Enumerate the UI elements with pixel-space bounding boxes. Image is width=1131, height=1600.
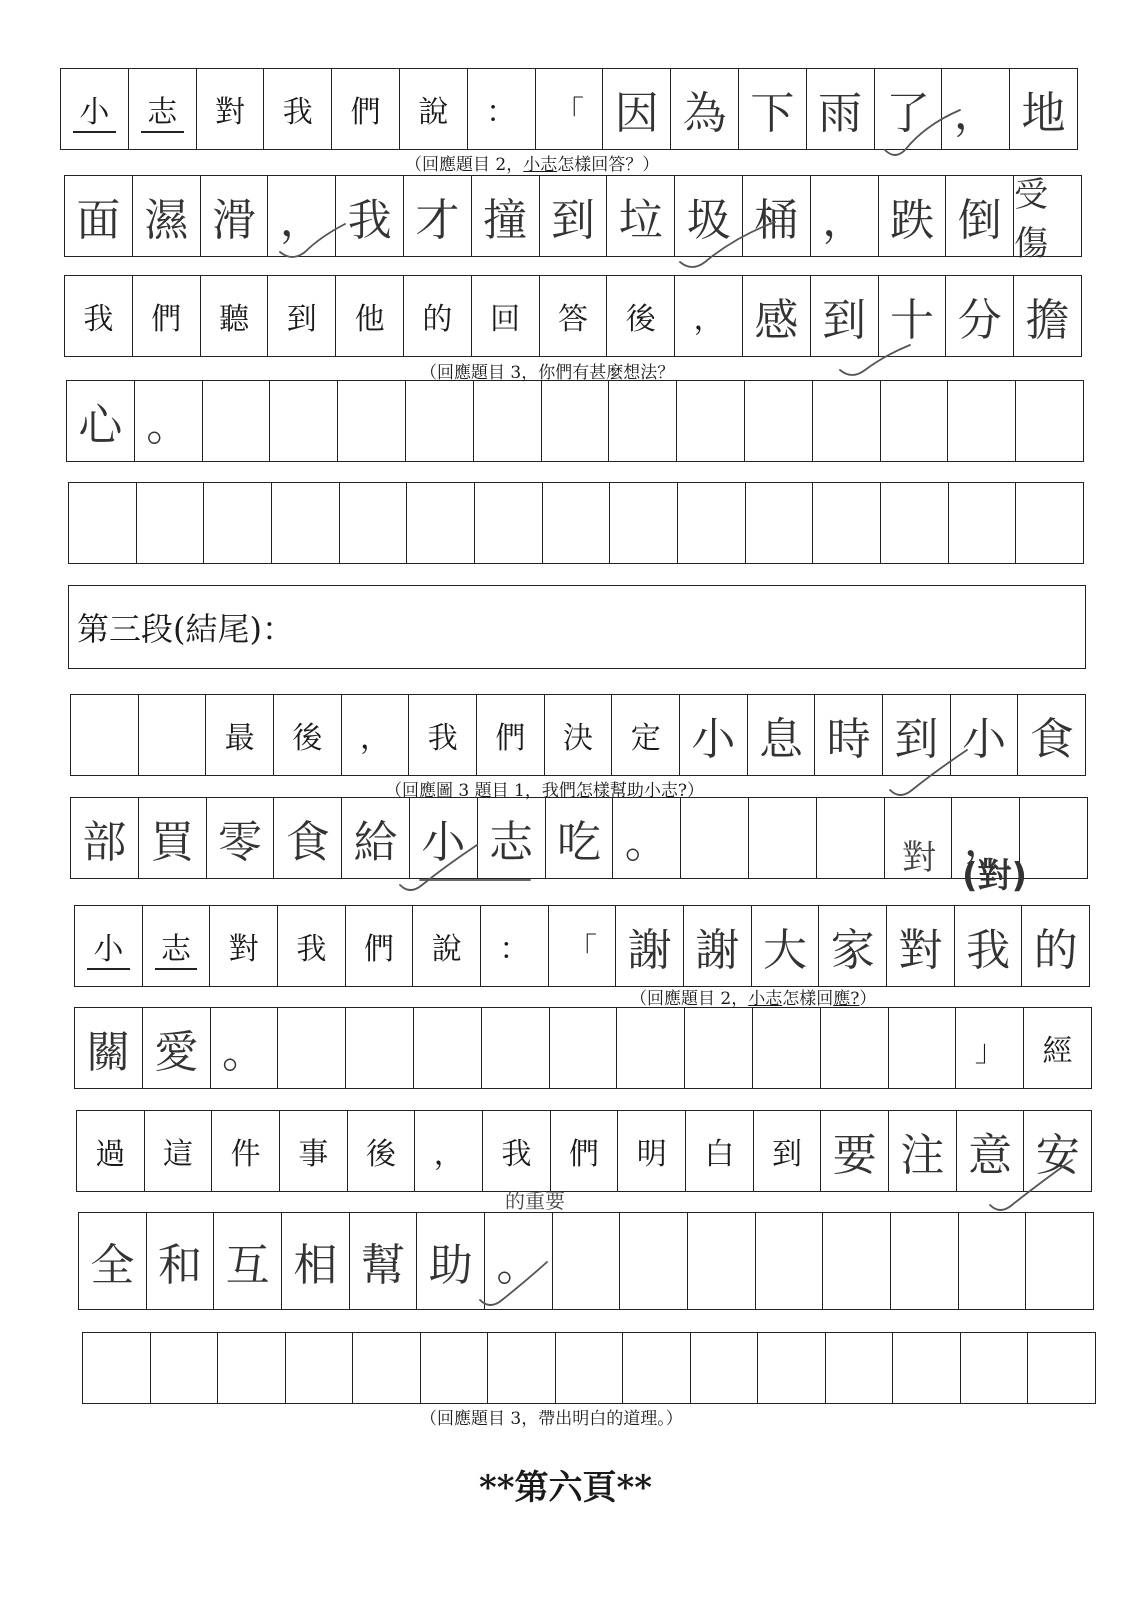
cell <box>889 1008 957 1088</box>
cell: ： <box>481 906 549 986</box>
handwritten-cell: 面 <box>65 176 133 256</box>
cell: 們 <box>346 906 414 986</box>
grid-row-3 <box>64 275 1082 357</box>
grid-row-1 <box>60 68 1078 150</box>
cell: 最 <box>206 695 274 775</box>
cell <box>881 381 949 461</box>
cell <box>553 1213 621 1309</box>
handwritten-cell: 感 <box>743 276 811 356</box>
cell: ： <box>468 69 536 149</box>
cell <box>685 1008 753 1088</box>
handwritten-cell: 愛 <box>143 1008 211 1088</box>
cell: 我 <box>264 69 332 149</box>
handwritten-cell: 雨 <box>807 69 875 149</box>
cell <box>1020 798 1087 878</box>
handwritten-cell: 。 <box>485 1213 553 1309</box>
cell: ， <box>415 1111 483 1191</box>
cell <box>617 1008 685 1088</box>
cell <box>69 483 137 563</box>
cell: 對 <box>197 69 265 149</box>
cell: 」 <box>956 1008 1024 1088</box>
cell: 過 <box>77 1111 145 1191</box>
handwritten-cell: 滑 <box>201 176 269 256</box>
cell <box>749 798 817 878</box>
handwritten-cell: 為 <box>671 69 739 149</box>
prompt-hint-4 <box>630 984 876 1009</box>
cell: 「 <box>536 69 604 149</box>
cell: 他 <box>336 276 404 356</box>
cell <box>421 1333 489 1403</box>
handwritten-cell: 。 <box>135 381 203 461</box>
cell: 到 <box>268 276 336 356</box>
cell: 們 <box>133 276 201 356</box>
cell <box>340 483 408 563</box>
cell: 白 <box>686 1111 754 1191</box>
cell: 件 <box>212 1111 280 1191</box>
cell <box>414 1008 482 1088</box>
handwritten-cell: 謝 <box>616 906 684 986</box>
cell: 事 <box>280 1111 348 1191</box>
cell: 們 <box>551 1111 619 1191</box>
handwritten-cell: 要 <box>821 1111 889 1191</box>
handwritten-cell: 撞 <box>472 176 540 256</box>
cell: 說 <box>413 906 481 986</box>
handwritten-cell: 跌 <box>879 176 947 256</box>
handwritten-cell: 吃 <box>546 798 614 878</box>
handwritten-cell: ， <box>268 176 336 256</box>
grid-row-6 <box>70 694 1086 776</box>
handwritten-cell: 家 <box>819 906 887 986</box>
cell <box>948 381 1016 461</box>
handwritten-cell: ， <box>811 176 879 256</box>
cell: 明 <box>618 1111 686 1191</box>
hint-underlined: 小志 <box>748 989 783 1009</box>
cell <box>542 381 610 461</box>
cell <box>813 483 881 563</box>
handwritten-cell: 食 <box>274 798 342 878</box>
handwritten-cell: 零 <box>207 798 275 878</box>
cell: 這 <box>145 1111 213 1191</box>
handwritten-cell: 助 <box>417 1213 485 1309</box>
handwritten-cell: 到 <box>883 695 951 775</box>
handwritten-cell: 分 <box>946 276 1014 356</box>
cell <box>270 381 338 461</box>
cell <box>475 483 543 563</box>
cell <box>817 798 885 878</box>
cell <box>474 381 542 461</box>
handwritten-cell: 濕 <box>133 176 201 256</box>
cell <box>1016 381 1083 461</box>
handwritten-cell: ， <box>942 69 1010 149</box>
cell: 回 <box>472 276 540 356</box>
cell: 們 <box>332 69 400 149</box>
cell: 志 <box>143 906 211 986</box>
handwritten-cell: 到 <box>540 176 608 256</box>
cell <box>609 381 677 461</box>
handwritten-cell: 注 <box>889 1111 957 1191</box>
prompt-hint-2: （回應題目 3，你們有甚麼想法？ <box>420 363 675 383</box>
cell <box>482 1008 550 1088</box>
cell: 的 <box>404 276 472 356</box>
handwritten-cell: 小 <box>680 695 748 775</box>
cell <box>610 483 678 563</box>
cell: 我 <box>483 1111 551 1191</box>
cell: 答 <box>540 276 608 356</box>
cell: 聽 <box>201 276 269 356</box>
handwritten-cell: 我 <box>336 176 404 256</box>
cell <box>746 483 814 563</box>
handwritten-cell: 受傷 <box>1014 175 1049 264</box>
cell <box>272 483 340 563</box>
cell <box>550 1008 618 1088</box>
handwritten-cell: 。 <box>211 1008 279 1088</box>
cell <box>204 483 272 563</box>
cell <box>203 381 271 461</box>
cell: 我 <box>278 906 346 986</box>
handwritten-cell: 到 <box>811 276 879 356</box>
handwritten-cell: 小 <box>410 798 478 878</box>
cell <box>137 483 205 563</box>
handwritten-cell: 時 <box>815 695 883 775</box>
handwritten-cell: 互 <box>214 1213 282 1309</box>
handwritten-cell: 大 <box>752 906 820 986</box>
insertion-note: 的重要 <box>505 1189 565 1213</box>
cell: 們 <box>477 695 545 775</box>
handwritten-cell: 相 <box>282 1213 350 1309</box>
cell: 經 <box>1042 1034 1073 1069</box>
handwritten-cell: 地 <box>1021 88 1066 139</box>
cell <box>488 1333 556 1403</box>
cell <box>71 695 139 775</box>
cell <box>756 1213 824 1309</box>
cell <box>821 1008 889 1088</box>
handwritten-cell: 倒 <box>946 176 1014 256</box>
cell <box>691 1333 759 1403</box>
cell <box>893 1333 961 1403</box>
cell <box>961 1333 1029 1403</box>
handwritten-cell: 桶 <box>743 176 811 256</box>
handwritten-cell: 給 <box>342 798 410 878</box>
hint-text: ） <box>686 781 704 801</box>
cell <box>286 1333 354 1403</box>
correction-note-paren: (對) <box>962 856 1028 896</box>
cell <box>346 1008 414 1088</box>
cell <box>406 381 474 461</box>
handwritten-cell: 關 <box>75 1008 143 1088</box>
cell: 小 <box>75 906 143 986</box>
cell: ， <box>342 695 410 775</box>
cell <box>278 1008 346 1088</box>
cell <box>677 381 745 461</box>
handwritten-cell: 幫 <box>350 1213 418 1309</box>
handwritten-cell: 謝 <box>684 906 752 986</box>
cell <box>338 381 406 461</box>
cell <box>620 1213 688 1309</box>
grid-row-12 <box>82 1332 1096 1404</box>
cell <box>83 1333 151 1403</box>
cell: 說 <box>400 69 468 149</box>
cell <box>688 1213 756 1309</box>
cell <box>823 1213 891 1309</box>
cell: 我 <box>409 695 477 775</box>
cell: 後 <box>607 276 675 356</box>
cell <box>826 1333 894 1403</box>
cell: 定 <box>612 695 680 775</box>
handwritten-cell: 小 <box>951 695 1019 775</box>
handwritten-cell: 安 <box>1035 1130 1080 1181</box>
cell <box>623 1333 691 1403</box>
grid-row-2 <box>64 175 1082 264</box>
cell <box>139 695 207 775</box>
cell: 「 <box>549 906 617 986</box>
hint-underlined: 小志 <box>523 155 558 175</box>
prompt-hint-5: （回應題目 3，帶出明白的道理。） <box>420 1409 683 1429</box>
grid-row-4 <box>66 380 1084 462</box>
cell <box>678 483 746 563</box>
cell <box>1026 1213 1093 1309</box>
handwritten-cell: 全 <box>79 1213 147 1309</box>
cell <box>758 1333 826 1403</box>
cell <box>813 381 881 461</box>
hint-text: ） <box>859 989 877 1009</box>
hint-underlined: 應? <box>833 989 860 1009</box>
cell: 決 <box>545 695 613 775</box>
cell <box>1016 483 1083 563</box>
cell: 小 <box>61 69 129 149</box>
cell: 志 <box>129 69 197 149</box>
handwritten-cell: 志 <box>478 798 546 878</box>
handwritten-cell: 我 <box>955 906 1023 986</box>
handwritten-cell: 意 <box>957 1111 1025 1191</box>
cell <box>881 483 949 563</box>
cell <box>1028 1333 1095 1403</box>
hint-text: 怎樣回 <box>782 989 834 1009</box>
handwritten-cell: 息 <box>748 695 816 775</box>
handwritten-cell: 圾 <box>675 176 743 256</box>
hint-text: （回應題目 2， <box>630 989 749 1009</box>
cell <box>949 483 1017 563</box>
handwritten-cell: 和 <box>147 1213 215 1309</box>
handwritten-cell: 買 <box>139 798 207 878</box>
handwritten-cell: 擔 <box>1025 295 1070 346</box>
handwritten-cell: ， <box>952 798 1020 878</box>
grid-row-9 <box>74 1007 1092 1089</box>
handwritten-cell: 。 <box>613 798 681 878</box>
handwritten-cell: 垃 <box>607 176 675 256</box>
grid-row-5 <box>68 482 1084 564</box>
grid-row-8 <box>74 905 1090 987</box>
handwritten-cell: 十 <box>879 276 947 356</box>
cell <box>753 1008 821 1088</box>
handwritten-cell: 才 <box>404 176 472 256</box>
hint-text: （回應題目 2， <box>405 155 524 175</box>
handwritten-cell: 了 <box>875 69 943 149</box>
cell <box>407 483 475 563</box>
hint-text: （回應圖 3 題目 1，我們怎樣幫助 <box>385 781 644 801</box>
cell: 對 <box>210 906 278 986</box>
cell: ， <box>675 276 743 356</box>
cell <box>353 1333 421 1403</box>
cell <box>745 381 813 461</box>
grid-row-11 <box>78 1212 1094 1310</box>
correction-note: 對 <box>902 838 936 878</box>
page-footer: **第六頁** <box>478 1468 653 1508</box>
hint-underlined: 小志? <box>643 781 687 801</box>
hint-text: 怎樣回答？） <box>557 155 660 175</box>
grid-row-10 <box>76 1110 1092 1192</box>
handwritten-cell: 部 <box>71 798 139 878</box>
prompt-hint-1 <box>405 150 659 175</box>
cell: 後 <box>348 1111 416 1191</box>
cell <box>218 1333 286 1403</box>
cell: 我 <box>65 276 133 356</box>
handwritten-cell: 的 <box>1033 925 1078 976</box>
section-title: 第三段(結尾)： <box>68 585 1086 669</box>
handwritten-cell: 對 <box>887 906 955 986</box>
cell <box>891 1213 959 1309</box>
handwritten-cell: 食 <box>1029 714 1074 765</box>
handwritten-cell: 下 <box>739 69 807 149</box>
cell <box>681 798 749 878</box>
cell <box>543 483 611 563</box>
cell: 到 <box>754 1111 822 1191</box>
cell <box>151 1333 219 1403</box>
cell <box>556 1333 624 1403</box>
handwritten-cell: 心 <box>67 381 135 461</box>
handwritten-cell: 因 <box>603 69 671 149</box>
cell <box>959 1213 1027 1309</box>
cell: 後 <box>274 695 342 775</box>
